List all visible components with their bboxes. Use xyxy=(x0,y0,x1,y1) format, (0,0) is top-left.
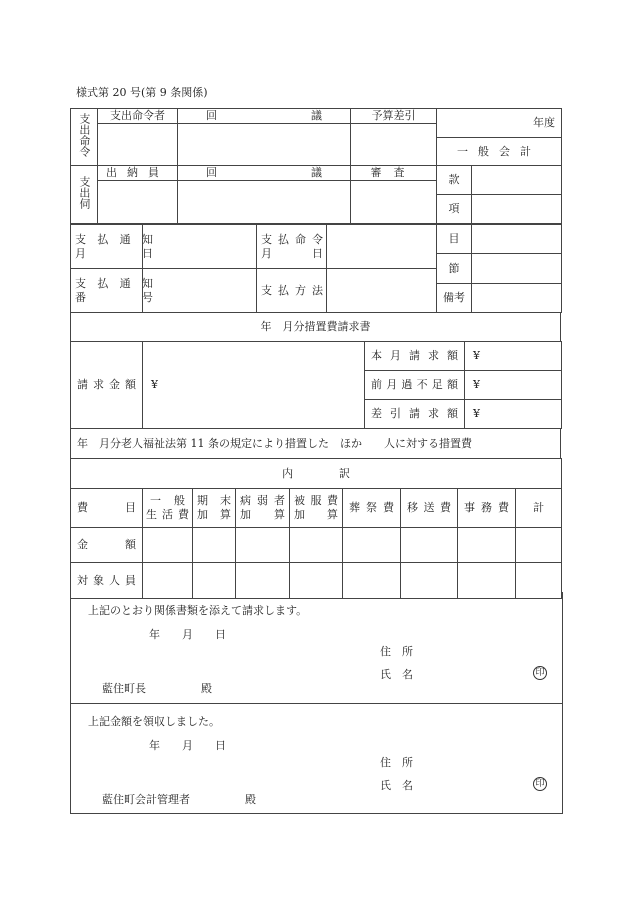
claim-label: 請求金額 xyxy=(77,378,136,392)
approver-label: 支出命令者 xyxy=(98,109,178,124)
receipt-address-label: 住 所 xyxy=(380,756,413,769)
kou-value xyxy=(472,195,562,224)
moku-value xyxy=(472,225,562,254)
table-cell xyxy=(290,528,343,563)
approver-sign xyxy=(98,124,178,166)
breakdown-table xyxy=(70,458,562,599)
claim-row-value: ¥ xyxy=(465,400,562,429)
kan-value xyxy=(472,166,562,195)
biko-value xyxy=(472,284,562,313)
method-value xyxy=(327,269,437,313)
moku-label: 目 xyxy=(437,225,472,254)
account-label: 一般会計 xyxy=(457,144,541,158)
request-date: 年 月 日 xyxy=(149,628,226,641)
notice-date-label: 支払通知 月日 xyxy=(71,225,143,269)
header-kimatsu: 期末 加算 xyxy=(193,489,236,528)
request-block xyxy=(70,592,563,704)
account-cell xyxy=(437,138,562,166)
method-label: 支払方法 xyxy=(257,269,327,313)
title-table xyxy=(70,312,561,342)
claim-row-label: 差引請求額 xyxy=(365,400,465,429)
receipt-addressee: 藍住町会計管理者 殿 xyxy=(102,793,256,806)
claim-row-value: ¥ xyxy=(465,342,562,371)
kan-label: 款 xyxy=(437,166,472,195)
notice-date-value xyxy=(143,225,257,269)
cashier-sign xyxy=(98,181,178,224)
fiscal-year-suffix: 年度 xyxy=(533,116,555,130)
review-sign xyxy=(178,124,351,166)
receipt-text: 上記金額を領収しました。 xyxy=(88,715,220,728)
notice-number-value xyxy=(143,269,257,313)
payment-notice-table xyxy=(70,224,562,313)
breakdown-title: 内訳 xyxy=(71,459,562,489)
table-cell xyxy=(458,528,516,563)
request-text: 上記のとおり関係書類を添えて請求します。 xyxy=(88,604,308,617)
receipt-name-label: 氏 名 xyxy=(380,779,413,792)
setsu-value xyxy=(472,254,562,284)
table-cell xyxy=(236,528,290,563)
header-himoku: 費目 xyxy=(71,489,143,528)
header-iso: 移送費 xyxy=(401,489,458,528)
table-cell xyxy=(193,528,236,563)
review-label: 回 議 xyxy=(178,109,351,124)
claim-label-cell xyxy=(71,342,143,429)
order-date-value xyxy=(327,225,437,269)
budget-sign xyxy=(351,124,437,166)
table-cell xyxy=(401,528,458,563)
table-cell xyxy=(516,528,562,563)
audit-label: 審査 xyxy=(351,166,437,181)
statement-table xyxy=(70,428,561,459)
fiscal-year-cell xyxy=(437,109,562,138)
header-jimu: 事務費 xyxy=(458,489,516,528)
biko-label: 備考 xyxy=(437,284,472,313)
form-caption: 様式第 20 号(第 9 条関係) xyxy=(76,86,208,99)
receipt-block xyxy=(70,703,563,814)
budget-label: 予算差引 xyxy=(351,109,437,124)
audit-sign xyxy=(351,181,437,224)
order-date-label: 支払命令 月日 xyxy=(257,225,327,269)
kou-label: 項 xyxy=(437,195,472,224)
row-persons-label: 対象人員 xyxy=(71,563,143,599)
row-amount-label: 金額 xyxy=(71,528,143,563)
check-review-label: 回 議 xyxy=(178,166,351,181)
claim-row-label: 前月過不足額 xyxy=(365,371,465,400)
document-title: 年 月分措置費請求書 xyxy=(71,313,561,342)
request-name-label: 氏 名 xyxy=(380,668,413,681)
claim-total: ¥ xyxy=(143,342,365,429)
check-review-sign xyxy=(178,181,351,224)
header-total: 計 xyxy=(516,489,562,528)
table-cell xyxy=(343,528,401,563)
order-label: 支出命令 xyxy=(77,113,91,158)
claim-row-value: ¥ xyxy=(465,371,562,400)
statement-text: 年 月分老人福祉法第 11 条の規定により措置した ほか 人に対する措置費 xyxy=(71,429,561,459)
notice-number-label: 支払通知 番号 xyxy=(71,269,143,313)
claim-table xyxy=(70,341,562,429)
cashier-label: 出納員 xyxy=(98,166,178,181)
check-label-cell xyxy=(71,166,98,224)
table-cell xyxy=(143,528,193,563)
setsu-label: 節 xyxy=(437,254,472,284)
order-label-cell xyxy=(71,109,98,166)
receipt-seal-icon: 印 xyxy=(533,776,547,791)
request-address-label: 住 所 xyxy=(380,645,413,658)
header-hifuku: 被服費 加算 xyxy=(290,489,343,528)
request-addressee: 藍住町長 殿 xyxy=(102,682,212,695)
check-label: 支出伺 xyxy=(77,176,91,210)
header-sosai: 葬祭費 xyxy=(343,489,401,528)
approval-table xyxy=(70,108,562,224)
claim-row-label: 本月請求額 xyxy=(365,342,465,371)
header-byojaku: 病弱者 加算 xyxy=(236,489,290,528)
request-seal-icon: 印 xyxy=(533,665,547,680)
header-ippan: 一般 生活費 xyxy=(143,489,193,528)
receipt-date: 年 月 日 xyxy=(149,739,226,752)
